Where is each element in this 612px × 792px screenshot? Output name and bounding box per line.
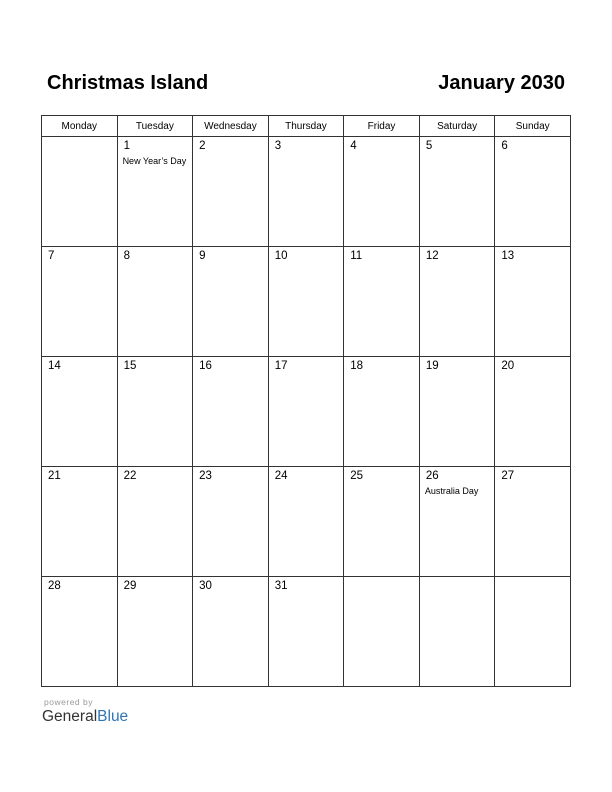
- day-cell: [495, 577, 571, 687]
- day-cell: [117, 357, 193, 467]
- weekday-header: Thursday: [268, 116, 344, 137]
- day-cell: [268, 467, 344, 577]
- day-cell: [117, 247, 193, 357]
- day-number: 15: [123, 360, 137, 372]
- holiday-label: New Year’s Day: [122, 156, 187, 166]
- day-number: 31: [274, 580, 288, 592]
- day-number: 1: [123, 140, 130, 152]
- week-row: [42, 577, 571, 687]
- day-cell: [117, 577, 193, 687]
- day-cell: [42, 467, 118, 577]
- day-cell: [495, 357, 571, 467]
- day-cell: [42, 577, 118, 687]
- day-number: 18: [350, 360, 364, 372]
- day-number: 7: [48, 250, 55, 262]
- day-cell: [344, 577, 420, 687]
- day-number: 14: [48, 360, 61, 372]
- brand-name-blue: Blue: [97, 708, 129, 725]
- day-number: 26: [425, 470, 439, 482]
- day-number: 5: [425, 140, 433, 152]
- day-number: 20: [501, 360, 515, 372]
- day-number: 6: [501, 140, 508, 152]
- day-number: 25: [350, 470, 364, 482]
- day-number: 16: [199, 360, 212, 372]
- day-cell: [193, 357, 269, 467]
- day-cell: [268, 247, 344, 357]
- weekday-header: Monday: [42, 116, 118, 137]
- day-cell: [419, 137, 495, 247]
- day-cell: [419, 357, 495, 467]
- weekday-header: Saturday: [419, 116, 495, 137]
- weekday-header: Tuesday: [117, 116, 193, 137]
- day-cell: [193, 247, 269, 357]
- day-cell: [117, 137, 193, 247]
- day-cell: [495, 247, 571, 357]
- day-cell: [344, 467, 420, 577]
- weekday-header: Wednesday: [193, 116, 269, 137]
- week-row: [42, 247, 571, 357]
- generalblue-logo[interactable]: [42, 708, 128, 726]
- day-cell: [42, 357, 118, 467]
- day-number: [344, 577, 419, 580]
- day-cell: [42, 247, 118, 357]
- day-number: 12: [425, 250, 439, 262]
- weekday-header: Sunday: [495, 116, 571, 137]
- day-number: 2: [199, 140, 206, 152]
- day-cell: [419, 467, 495, 577]
- day-cell: [344, 357, 420, 467]
- day-number: 23: [199, 470, 212, 482]
- day-number: 8: [123, 250, 130, 262]
- week-row: [42, 467, 571, 577]
- day-number: 10: [274, 250, 288, 262]
- calendar-grid: [41, 115, 571, 687]
- day-cell: [419, 247, 495, 357]
- region-title: Christmas Island: [47, 72, 209, 94]
- day-number: [495, 577, 570, 580]
- day-number: 24: [274, 470, 288, 482]
- day-cell: [268, 357, 344, 467]
- day-cell: [193, 467, 269, 577]
- day-number: 17: [274, 360, 288, 372]
- powered-by-label: powered by: [44, 697, 93, 707]
- day-number: 29: [123, 580, 137, 592]
- day-cell: [193, 137, 269, 247]
- day-cell: [117, 467, 193, 577]
- day-number: 13: [501, 250, 515, 262]
- day-number: 30: [199, 580, 212, 592]
- day-cell: [193, 577, 269, 687]
- day-cell: [268, 137, 344, 247]
- day-number: 28: [48, 580, 61, 592]
- day-cell: [344, 137, 420, 247]
- day-number: [42, 137, 117, 140]
- day-number: 4: [350, 140, 357, 152]
- day-cell: [495, 137, 571, 247]
- day-number: [420, 577, 495, 580]
- day-number: 19: [425, 360, 439, 372]
- day-number: 27: [501, 470, 515, 482]
- day-cell: [419, 577, 495, 687]
- day-number: 22: [123, 470, 137, 482]
- day-cell: [495, 467, 571, 577]
- day-number: 11: [350, 250, 363, 262]
- weekday-header: Friday: [344, 116, 420, 137]
- week-row: [42, 137, 571, 247]
- week-row: [42, 357, 571, 467]
- weekday-header-row: [42, 116, 571, 137]
- day-number: 3: [274, 140, 282, 152]
- day-cell: [268, 577, 344, 687]
- day-number: 21: [48, 470, 61, 482]
- holiday-label: Australia Day: [424, 486, 479, 496]
- brand-name-general: General: [42, 708, 98, 725]
- day-number: 9: [199, 250, 206, 262]
- day-cell: [42, 137, 118, 247]
- day-cell: [344, 247, 420, 357]
- month-title: January 2030: [438, 72, 565, 94]
